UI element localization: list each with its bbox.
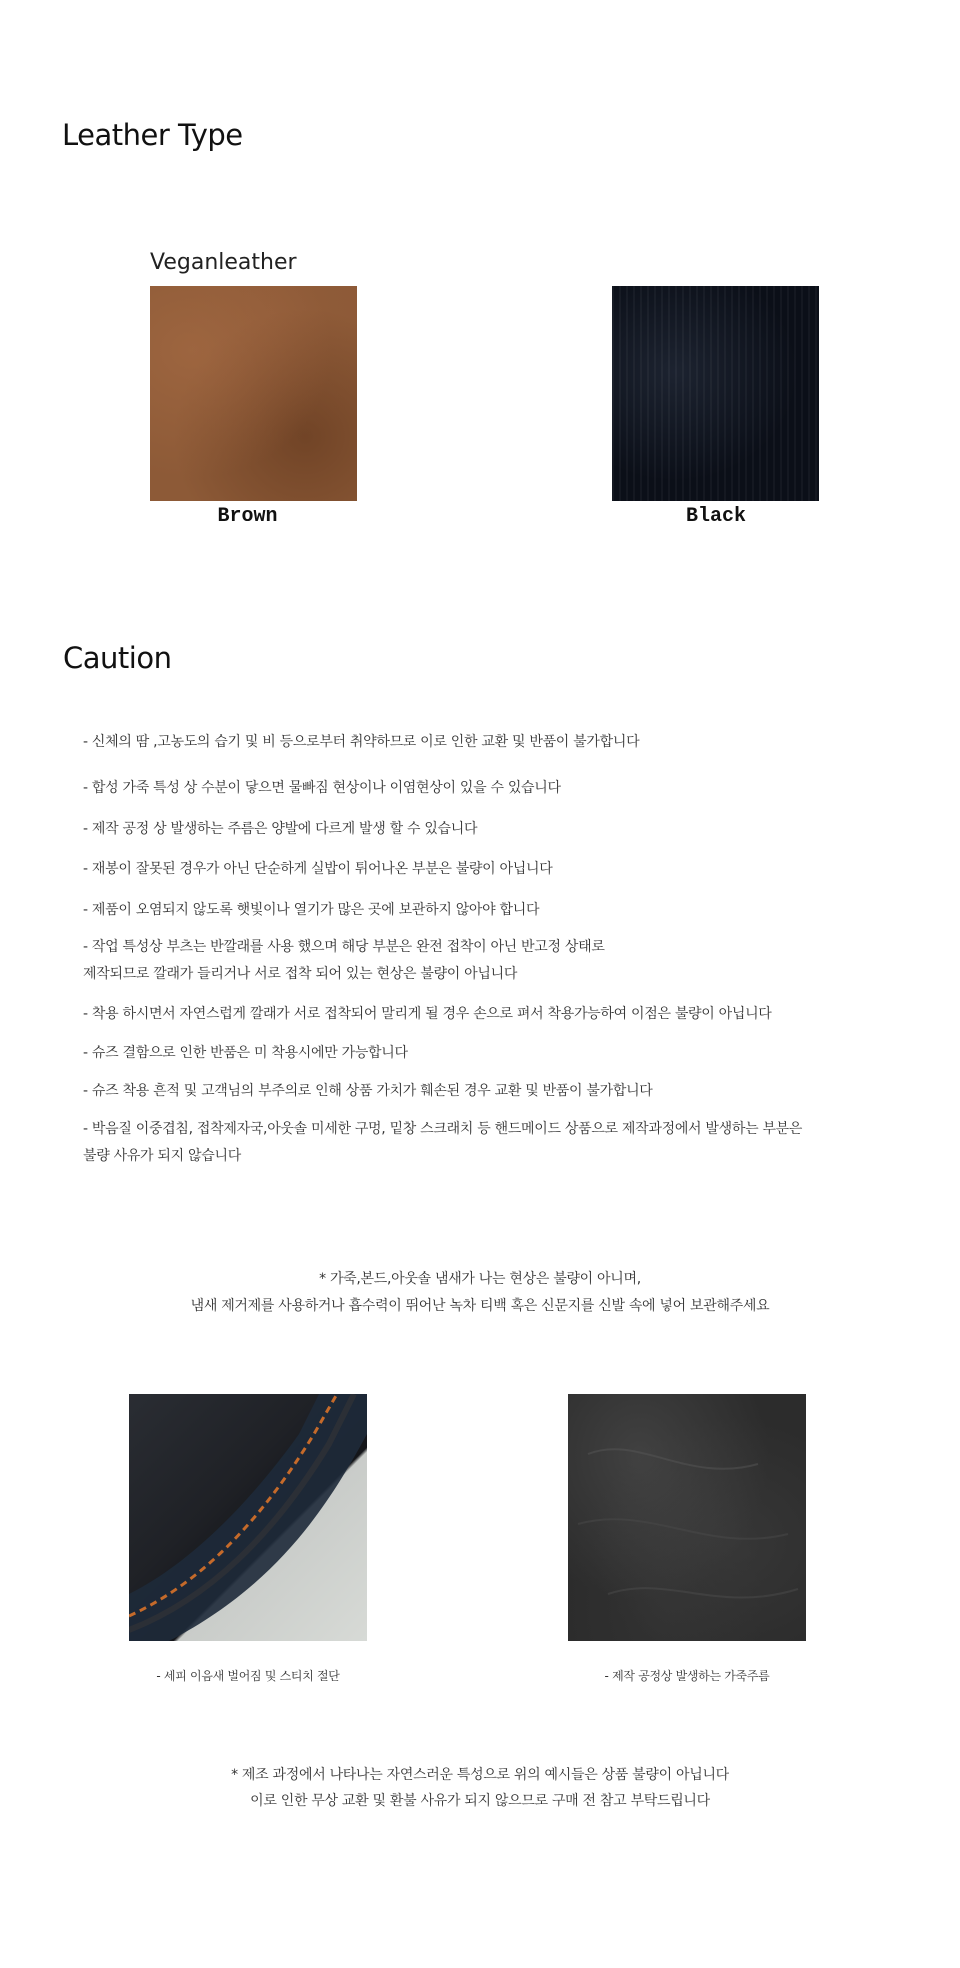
- caution-item: - 신체의 땀 ,고농도의 습기 및 비 등으로부터 취약하므로 이로 인한 교환 및 반품이 불가합니다: [83, 734, 640, 750]
- caution-title: Caution: [63, 641, 172, 675]
- caution-item: - 착용 하시면서 자연스럽게 깔래가 서로 접착되어 말리게 될 경우 손으로 펴서 착용가능하여 이점은 불량이 아닙니다: [83, 1006, 772, 1022]
- brown-swatch-label: Brown: [217, 505, 278, 528]
- leather-wrinkle-illustration: [568, 1394, 806, 1641]
- caution-item: - 박음질 이중겹침, 접착제자국,아웃솔 미세한 구멍, 밑창 스크래치 등 핸드메이드 상품으로 제작과정에서 발생하는 부분은: [83, 1121, 803, 1137]
- caution-item: - 작업 특성상 부츠는 반깔래를 사용 했으며 해당 부분은 완전 접착이 아닌 반고정 상태로: [83, 939, 605, 955]
- caution-item: - 합성 가죽 특성 상 수분이 닿으면 물빠짐 현상이나 이염현상이 있을 수 있습니다: [83, 780, 561, 796]
- bottom-note-line-1: * 제조 과정에서 나타나는 자연스러운 특성으로 위의 예시들은 상품 불량이 아닙니다: [231, 1767, 729, 1783]
- sole-seam-photo: [129, 1394, 367, 1641]
- example-caption: - 제작 공정상 발생하는 가죽주름: [604, 1669, 770, 1683]
- leather-wrinkle-photo: [568, 1394, 806, 1641]
- caution-item-continuation: 불량 사유가 되지 않습니다: [83, 1148, 241, 1164]
- black-swatch-label: Black: [685, 505, 746, 528]
- caution-item: - 슈즈 결함으로 인한 반품은 미 착용시에만 가능합니다: [83, 1045, 408, 1061]
- black-swatch: [612, 286, 819, 501]
- material-label: Veganleather: [150, 250, 297, 275]
- sole-seam-illustration: [129, 1394, 367, 1641]
- example-caption: - 세피 이음새 벌어짐 및 스티치 절단: [156, 1669, 340, 1683]
- caution-item-continuation: 제작되므로 깔래가 들리거나 서로 접착 되어 있는 현상은 불량이 아닙니다: [83, 966, 518, 982]
- caution-item: - 제작 공정 상 발생하는 주름은 양발에 다르게 발생 할 수 있습니다: [83, 821, 478, 837]
- brown-swatch: [150, 286, 357, 501]
- bottom-note-line-2: 이로 인한 무상 교환 및 환불 사유가 되지 않으므로 구매 전 참고 부탁드립니다: [250, 1793, 710, 1809]
- odor-note-line-1: * 가죽,본드,아웃솔 냄새가 나는 현상은 불량이 아니며,: [319, 1271, 641, 1287]
- caution-item: - 슈즈 착용 흔적 및 고객님의 부주의로 인해 상품 가치가 훼손된 경우 교환 및 반품이 불가합니다: [83, 1083, 653, 1099]
- caution-item: - 재봉이 잘못된 경우가 아닌 단순하게 실밥이 튀어나온 부분은 불량이 아닙니다: [83, 861, 553, 877]
- caution-item: - 제품이 오염되지 않도록 햇빛이나 열기가 많은 곳에 보관하지 않아야 합니다: [83, 902, 540, 918]
- odor-note-line-2: 냄새 제거제를 사용하거나 흡수력이 뛰어난 녹차 티백 혹은 신문지를 신발 속에 넣어 보관해주세요: [190, 1298, 770, 1314]
- leather-type-title: Leather Type: [62, 118, 243, 152]
